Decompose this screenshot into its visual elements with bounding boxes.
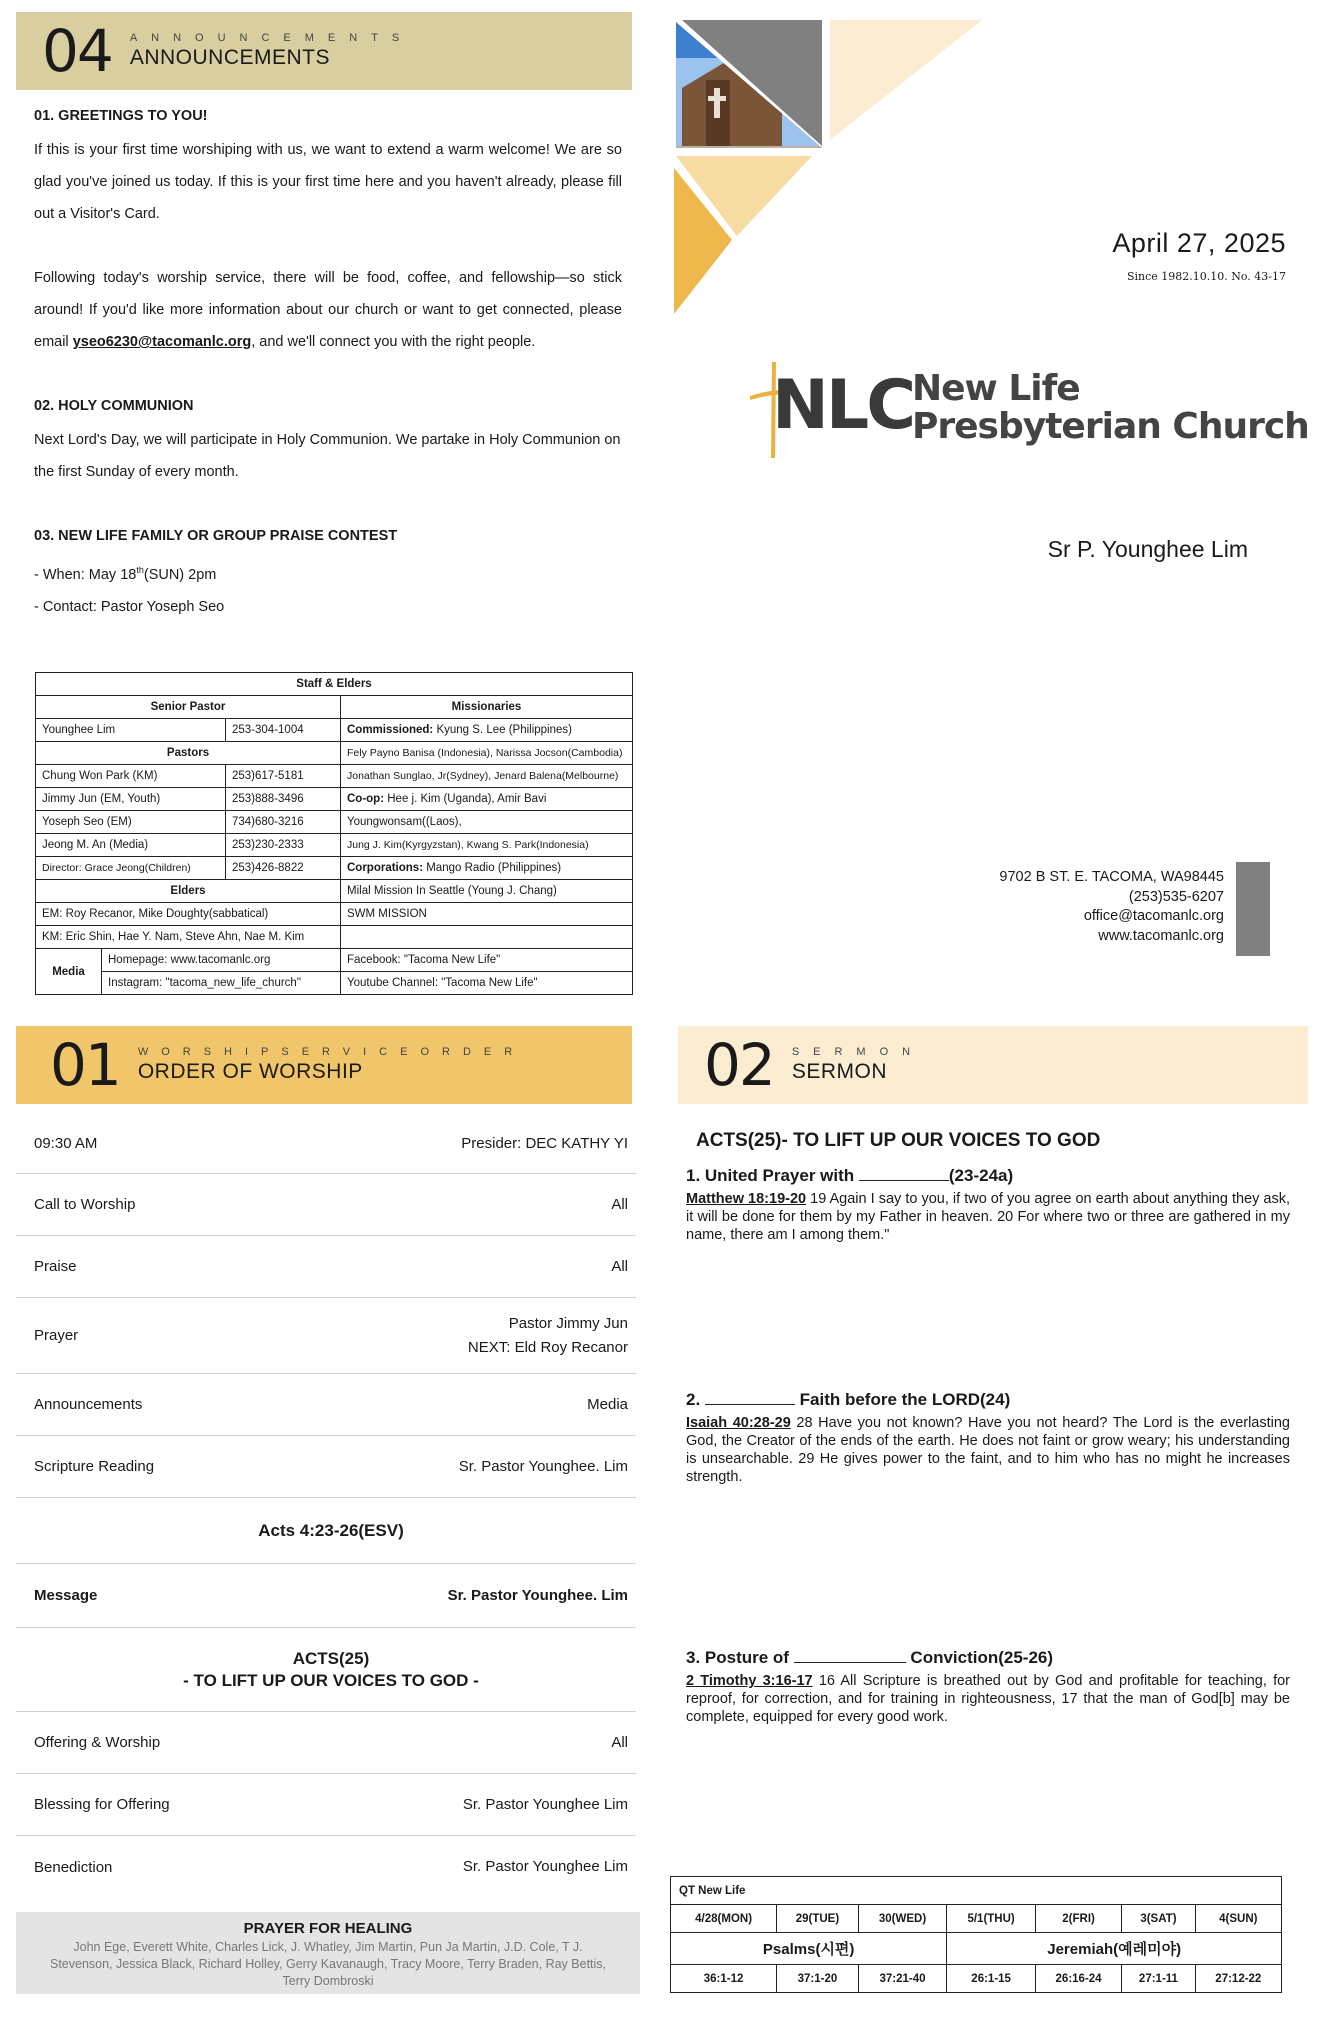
sermon-point (686, 1390, 1290, 1486)
service-time: 09:30 AM (34, 1135, 98, 1152)
worship-item-label: Benediction (34, 1858, 113, 1876)
homepage-link[interactable]: Homepage: www.tacomanlc.org (102, 949, 341, 972)
qt-reading: 37:21-40 (858, 1965, 947, 1993)
staff-phone: 253)426-8822 (226, 857, 341, 880)
worship-item-leader: Sr. Pastor Younghee Lim (462, 1795, 628, 1813)
section-spaced-label: SERMON (791, 1046, 925, 1058)
qt-day: 30(WED) (858, 1905, 947, 1933)
worship-time-row (16, 1114, 636, 1174)
worship-header (16, 1026, 632, 1104)
staff-name: Jimmy Jun (EM, Youth) (36, 788, 226, 811)
worship-item-leader: Sr. Pastor Younghee. Lim (447, 1586, 628, 1604)
staff-phone: 253)617-5181 (226, 765, 341, 788)
worship-item-leader: All (611, 1257, 628, 1275)
staff-phone: 253)230-2333 (226, 834, 341, 857)
section-number: 02 (704, 1031, 774, 1099)
announcement-heading: 01. GREETINGS TO YOU! (34, 108, 208, 124)
worship-item-leader: Sr. Pastor Younghee Lim (462, 1858, 628, 1875)
staff-name: Younghee Lim (36, 719, 226, 742)
contact-block (900, 868, 1224, 946)
sermon-point-title: 2. Faith before the LORD(24) (686, 1390, 1011, 1409)
qt-reading: 26:1-15 (947, 1965, 1036, 1993)
qt-reading: 36:1-12 (671, 1965, 777, 1993)
presider: Presider: DEC KATHY YI (461, 1134, 628, 1152)
staff-name: Yoseph Seo (EM) (36, 811, 226, 834)
qt-day: 2(FRI) (1035, 1905, 1121, 1933)
staff-name: Chung Won Park (KM) (36, 765, 226, 788)
staff-title: Staff & Elders (36, 673, 633, 696)
fill-in-blank (705, 1391, 795, 1405)
cover-graphic (672, 18, 992, 318)
empty-cell (341, 926, 633, 949)
staff-name: Jeong M. An (Media) (36, 834, 226, 857)
section-number: 01 (50, 1031, 120, 1099)
message-title-row (16, 1628, 636, 1712)
missionary-entry: Jung J. Kim(Kyrgyzstan), Kwang S. Park(Indonesia) (341, 834, 633, 857)
announcements-body (34, 100, 622, 623)
logo-line1: New Life (912, 368, 1080, 409)
sermon-point (686, 1166, 1290, 1244)
website: www.tacomanlc.org (1098, 927, 1224, 944)
phone: (253)535-6207 (1128, 888, 1224, 905)
section-number: 04 (42, 17, 112, 85)
section-title: ORDER OF WORSHIP (137, 1060, 363, 1083)
qt-day: 5/1(THU) (947, 1905, 1036, 1933)
sermon-scripture: Matthew 18:19-20 19 Again I say to you, if two of you agree on earth about anything they ask, it will be done for them by my Father in heaven. 20 For where two or three are gathered in my name, there am I among them." (686, 1191, 1290, 1243)
cream-triangle (830, 20, 982, 140)
missionary-entry: Commissioned: Kyung S. Lee (Philippines) (341, 719, 633, 742)
missionary-entry: SWM MISSION (341, 903, 633, 926)
announcement-heading: 02. HOLY COMMUNION (34, 398, 194, 414)
worship-item (16, 1712, 636, 1774)
qt-table (670, 1876, 1282, 1993)
worship-item-label: Scripture Reading (34, 1458, 155, 1475)
worship-item-leader: All (611, 1195, 628, 1213)
qt-book: Jeremiah(예레미야) (947, 1933, 1282, 1965)
worship-item-label: Blessing for Offering (34, 1796, 170, 1813)
worship-item (16, 1374, 636, 1436)
worship-item-label: Announcements (34, 1396, 143, 1413)
qt-title: QT New Life (671, 1877, 1282, 1905)
missionary-entry: Corporations: Mango Radio (Philippines) (341, 857, 633, 880)
logo-mark: NLC (772, 366, 914, 445)
worship-item (16, 1774, 636, 1836)
facebook-link[interactable]: Facebook: "Tacoma New Life" (341, 949, 633, 972)
church-logo (750, 352, 1309, 462)
elders-header: Elders (36, 880, 341, 903)
qt-day: 4/28(MON) (671, 1905, 777, 1933)
senior-pastor-name: Sr P. Younghee Lim (1047, 536, 1248, 562)
staff-phone: 253-304-1004 (226, 719, 341, 742)
elders-km: KM: Eric Shin, Hae Y. Nam, Steve Ahn, Nae M. Kim (36, 926, 341, 949)
message-row (16, 1564, 636, 1628)
sermon-heading: ACTS(25)- TO LIFT UP OUR VOICES TO GOD (696, 1130, 1101, 1151)
missionary-entry: Co-op: Hee j. Kim (Uganda), Amir Bavi (341, 788, 633, 811)
worship-item-leader: Media (587, 1395, 628, 1413)
staff-phone: 253)888-3496 (226, 788, 341, 811)
announcement-heading: 03. NEW LIFE FAMILY OR GROUP PRAISE CONTEST (34, 528, 398, 544)
worship-item-label: Message (34, 1587, 98, 1604)
worship-item-label: Praise (34, 1258, 77, 1275)
sermon-scripture: Isaiah 40:28-29 28 Have you not known? Have you not heard? The Lord is the everlasting God, the Creator of the ends of the earth. He does not faint or grow weary; his understanding is unsearchable. 29 He gives power to the faint, and to him who has no might he increases strength. (686, 1415, 1291, 1485)
worship-item (16, 1236, 636, 1298)
missionary-entry: Fely Payno Banisa (Indonesia), Narissa Jocson(Cambodia) (341, 742, 633, 765)
worship-item (16, 1298, 636, 1374)
staff-table (35, 672, 633, 995)
address: 9702 B ST. E. TACOMA, WA98445 (999, 869, 1224, 885)
announcement-text: If this is your first time worshiping with us, we want to extend a warm welcome! We are so glad you've joined us today. If this is your first time here and you haven't already, please fill out a Visitor's Card. (34, 142, 622, 222)
since-number: Since 1982.10.10. No. 43-17 (1126, 270, 1286, 283)
announcement-when: - When: May 18th(SUN) 2pm (34, 565, 217, 583)
qt-day: 3(SAT) (1122, 1905, 1195, 1933)
worship-item-label: Prayer (34, 1327, 79, 1344)
healing-names: John Ege, Everett White, Charles Lick, J. Whatley, Jim Martin, Pun Ja Martin, J.D. Cole, T J. Stevenson, Jessica Black, Richard Holley, Gerry Kavanaugh, Tracy Moore, Terry Braden, Ray Bettis, Terry Dombroski (49, 1940, 607, 1988)
announcement-text: Next Lord's Day, we will participate in Holy Communion. We partake in Holy Communion on the first Sunday of every month. (34, 432, 621, 480)
youtube-link[interactable]: Youtube Channel: "Tacoma New Life" (341, 972, 633, 995)
sermon-point-title: 1. United Prayer with (23-24a) (686, 1166, 1014, 1185)
announcements-header (16, 12, 632, 90)
sermon-header (678, 1026, 1308, 1104)
healing-box (16, 1912, 640, 1994)
missionary-entry: Jonathan Sunglao, Jr(Sydney), Jenard Balena(Melbourne) (341, 765, 633, 788)
missionaries-header: Missionaries (341, 696, 633, 719)
section-spaced-label: ANNOUNCEMENTS (129, 32, 414, 44)
senior-pastor-header: Senior Pastor (36, 696, 341, 719)
message-title: ACTS(25) - TO LIFT UP OUR VOICES TO GOD - (183, 1648, 479, 1690)
announcement-contact: - Contact: Pastor Yoseph Seo (34, 598, 225, 615)
pastors-header: Pastors (36, 742, 341, 765)
sermon-point-title: 3. Posture of Conviction(25-26) (686, 1648, 1054, 1667)
worship-item (16, 1836, 636, 1898)
worship-item (16, 1436, 636, 1498)
sermon-scripture: 2 Timothy 3:16-17 16 All Scripture is breathed out by God and profitable for teaching, for reproof, for correction, and for training in righteousness, 17 that the man of God[b] may be complete, equipped for every good work. (686, 1673, 1290, 1725)
worship-item-label: Call to Worship (34, 1196, 136, 1213)
qt-day: 4(SUN) (1195, 1905, 1281, 1933)
sermon-point (686, 1648, 1290, 1726)
contact-email-link[interactable]: yseo6230@tacomanlc.org (72, 334, 252, 350)
elders-em: EM: Roy Recanor, Mike Doughty(sabbatical) (36, 903, 341, 926)
worship-item-leader: Pastor Jimmy Jun NEXT: Eld Roy Recanor (467, 1314, 628, 1356)
healing-title: PRAYER FOR HEALING (243, 1920, 413, 1937)
worship-item (16, 1174, 636, 1236)
section-spaced-label: WORSHIPSERVICEORDER (137, 1046, 526, 1058)
scripture-passage: Acts 4:23-26(ESV) (258, 1520, 404, 1540)
office-email: office@tacomanlc.org (1083, 908, 1224, 924)
qt-reading: 27:12-22 (1195, 1965, 1281, 1993)
scripture-row (16, 1498, 636, 1564)
worship-item-leader: All (611, 1733, 628, 1751)
qt-book: Psalms(시편) (671, 1933, 947, 1965)
worship-item-leader: Sr. Pastor Younghee. Lim (458, 1457, 628, 1475)
staff-name: Director: Grace Jeong(Children) (36, 857, 226, 880)
qt-reading: 26:16-24 (1035, 1965, 1121, 1993)
announcement-text: Following today's worship service, there will be food, coffee, and fellowship—so stick around! If you'd like more information about our church or want to get connected, please email yseo6230@tacomanlc.org, and we'll connect you with the right people. (34, 270, 622, 350)
qt-day: 29(TUE) (777, 1905, 859, 1933)
missionary-entry: Milal Mission In Seattle (Young J. Chang) (341, 880, 633, 903)
instagram-link[interactable]: Instagram: "tacoma_new_life_church" (102, 972, 341, 995)
gray-bar (1236, 862, 1270, 956)
worship-item-label: Offering & Worship (34, 1734, 161, 1751)
qt-reading: 37:1-20 (777, 1965, 859, 1993)
media-header: Media (36, 949, 102, 995)
section-title: ANNOUNCEMENTS (129, 46, 330, 69)
bulletin-date: April 27, 2025 (1112, 228, 1286, 258)
qt-reading: 27:1-11 (1122, 1965, 1195, 1993)
staff-phone: 734)680-3216 (226, 811, 341, 834)
fill-in-blank (794, 1649, 906, 1663)
fill-in-blank (859, 1167, 949, 1181)
logo-line2: Presbyterian Church (912, 406, 1309, 447)
missionary-entry: Youngwonsam((Laos), (341, 811, 633, 834)
section-title: SERMON (791, 1060, 887, 1083)
